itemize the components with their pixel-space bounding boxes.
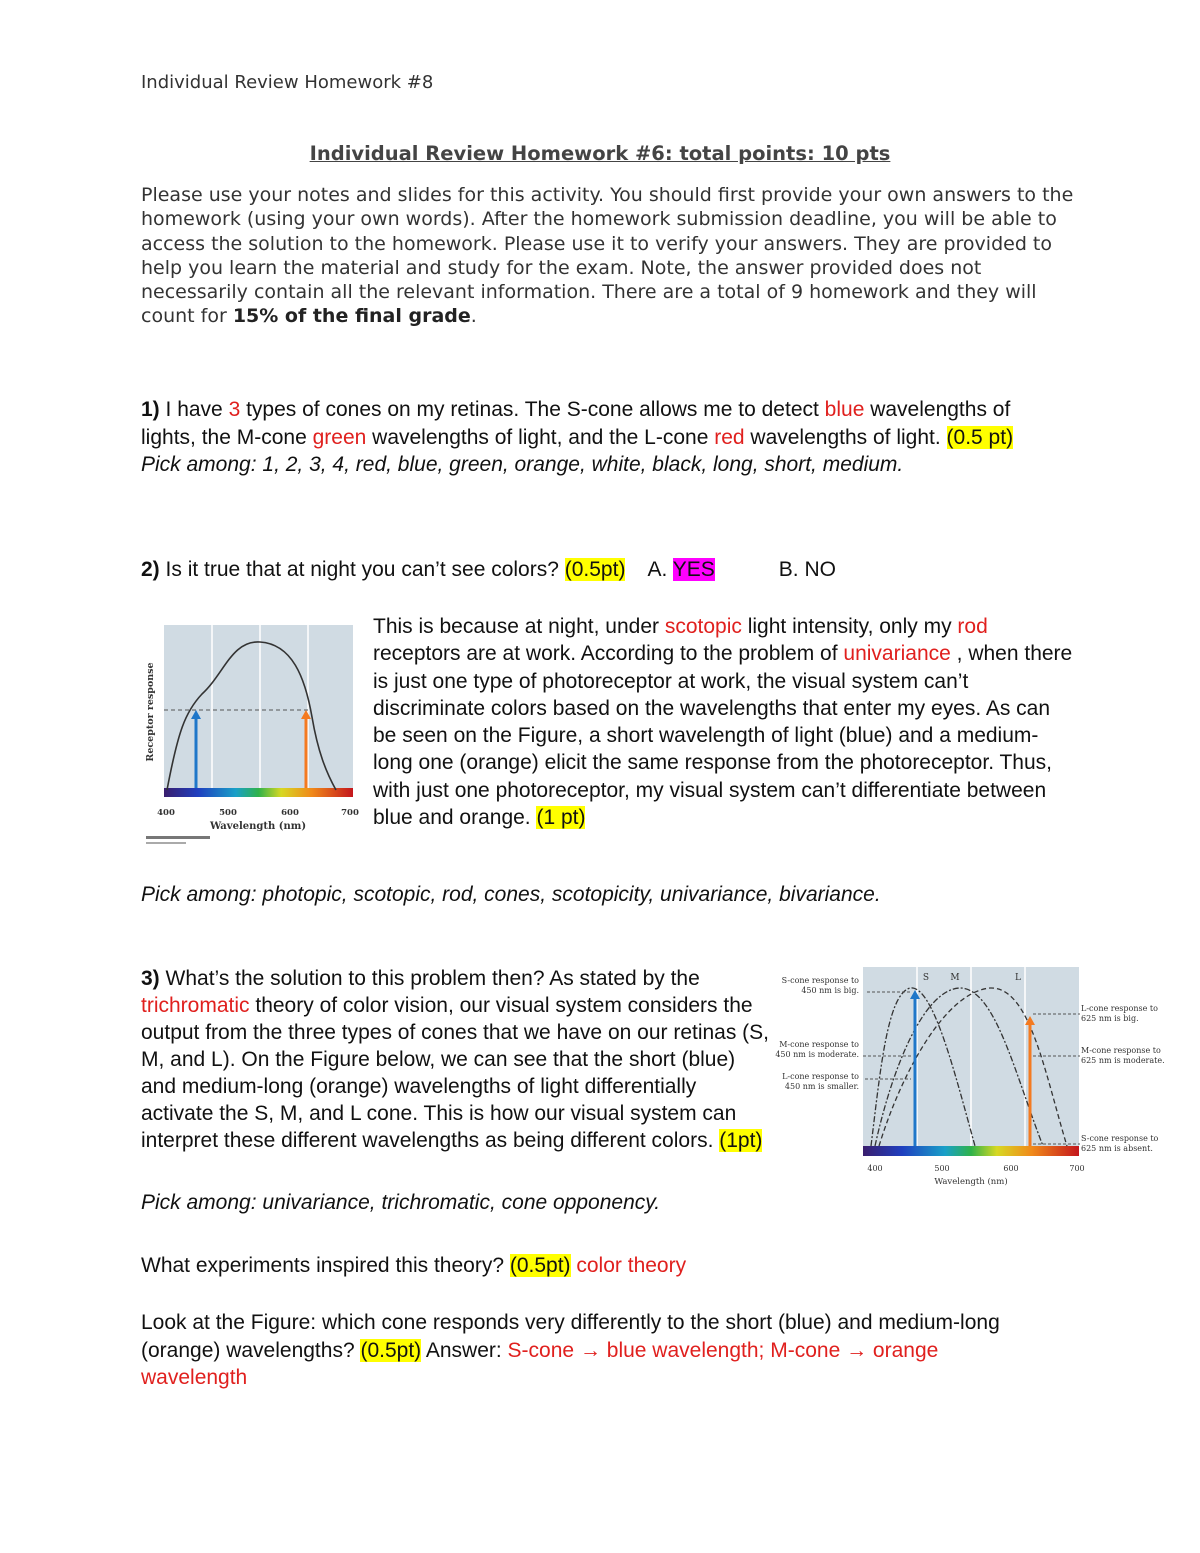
tick-label: 700 — [1069, 1164, 1085, 1173]
q1-answer-red: red — [714, 425, 745, 449]
s-curve-label: S — [922, 973, 930, 983]
q3-pick-among: Pick among: univariance, trichromatic, cone opponency. — [141, 1191, 661, 1214]
q1-text: wavelengths of light, and the L-cone — [366, 425, 715, 449]
spectrum-bar — [863, 1146, 1079, 1156]
q2-pick-among: Pick among: photopic, scotopic, rod, cones, scotopicity, univariance, bivariance. — [141, 883, 881, 906]
q2-answer-univariance: univariance — [843, 642, 951, 666]
q2-text: Is it true that at night you can’t see colors? — [159, 558, 565, 581]
q2-points-2: (1 pt) — [536, 806, 586, 830]
annotation-s-625: S-cone response to 625 nm is absent. — [1081, 1134, 1159, 1153]
x-axis-label: Wavelength (nm) — [209, 821, 307, 832]
intro-bold: 15% of the final grade — [232, 305, 471, 328]
q2-option-b: B. NO — [778, 558, 836, 581]
annotation — [1081, 1134, 1175, 1164]
q2-number: 2) — [141, 558, 160, 581]
q1-answer-number: 3 — [228, 398, 241, 421]
q3-number: 3) — [141, 967, 160, 990]
annotation-m-450: M-cone response to 450 nm is moderate. — [775, 1040, 859, 1059]
q2-answer-scotopic: scotopic — [664, 615, 742, 638]
intro-end: . — [470, 305, 477, 328]
spectrum-bar — [164, 788, 353, 797]
annotation-l-450: L-cone response to 450 nm is smaller. — [782, 1072, 859, 1091]
annotation-m-625: M-cone response to 625 nm is moderate. — [1081, 1046, 1165, 1065]
q2-explanation-text: light intensity, only my — [741, 615, 958, 638]
experiments-question — [141, 1254, 686, 1278]
look-question — [141, 1309, 1041, 1392]
look-points: (0.5pt) — [360, 1338, 422, 1362]
tick-label: 600 — [281, 808, 299, 818]
look-answer-s-cone: S-cone — [507, 1338, 575, 1362]
annotation-l-625: L-cone response to 625 nm is big. — [1081, 1004, 1158, 1023]
question-2 — [141, 558, 836, 582]
figure-credit-line — [146, 842, 186, 844]
q1-number: 1) — [141, 398, 160, 421]
q1-text: wavelengths of lights, the M-cone — [141, 398, 1011, 449]
look-answer-part2: blue wavelength; M-cone — [600, 1338, 847, 1362]
experiments-answer: color theory — [570, 1254, 687, 1277]
intro-paragraph — [141, 183, 1081, 329]
tick-label: 500 — [219, 808, 237, 818]
arrow-icon: → — [846, 1338, 868, 1362]
q3-text: theory of color vision, our visual system considers the output from the three types of cones that we have on our retinas (S, M, and L). On the Figure below, we can see that the short (blue) and medium-long (orange) wavelengths of light differentially activate the S, M, and L cone. This is how our visual system can interpret these different wavelengths as being different colors. — [141, 994, 770, 1152]
homework-title: Individual Review Homework #6: total points: 10 pts — [309, 142, 891, 165]
q1-answer-blue: blue — [824, 398, 865, 421]
tick-label: 500 — [934, 1164, 950, 1173]
q2-option-a: YES — [672, 558, 715, 581]
question-3 — [141, 965, 771, 1154]
annotation — [1081, 1046, 1175, 1076]
q2-explanation-text: receptors are at work. According to the problem of — [373, 642, 844, 666]
annotation — [775, 1072, 863, 1102]
univariance-figure — [140, 622, 365, 852]
q2-explanation-text: This is because at night, under — [373, 615, 665, 638]
tick-label: 400 — [157, 808, 175, 818]
q2-explanation — [373, 613, 1073, 831]
annotation — [775, 976, 863, 1006]
m-curve-label: M — [950, 973, 960, 983]
experiments-text: What experiments inspired this theory? — [141, 1254, 510, 1277]
tick-label: 700 — [341, 808, 359, 818]
annotation-s-450: S-cone response to 450 nm is big. — [781, 976, 859, 995]
q3-text: What’s the solution to this problem then? As stated by the — [159, 967, 700, 990]
q3-answer-trichromatic: trichromatic — [141, 994, 250, 1017]
q2-explanation-text: , when there is just one type of photoreceptor at work, the visual system can’t discriminate colors based on the wavelengths that enter my eyes. As can be seen on the Figure, a short wavelength of light (blue) and a medium-long one (orange) elicit the same response from the photoreceptor. Thus, with just one photoreceptor, my visual system can’t differentiate between blue and orange. — [373, 642, 1073, 830]
figure-credit-line — [146, 836, 210, 839]
q2-answer-rod: rod — [957, 615, 988, 638]
l-curve-label: L — [1015, 973, 1021, 983]
trichromatic-figure — [775, 964, 1175, 1192]
experiments-points: (0.5pt) — [509, 1254, 571, 1277]
q1-text: I have — [159, 398, 229, 421]
q1-text: types of cones on my retinas. The S-cone allows me to detect — [240, 398, 825, 421]
y-axis-label: Receptor response — [145, 662, 156, 762]
q2-option-a-prefix: A. — [647, 558, 673, 581]
page-header: Individual Review Homework #8 — [141, 72, 434, 93]
look-answer-label: Answer: — [421, 1338, 508, 1362]
q1-pick-among: Pick among: 1, 2, 3, 4, red, blue, green, orange, white, black, long, short, medium. — [141, 453, 904, 476]
arrow-icon: → — [579, 1338, 601, 1362]
tick-label: 600 — [1003, 1164, 1019, 1173]
q2-points: (0.5pt) — [564, 558, 626, 581]
q3-points: (1pt) — [719, 1129, 763, 1152]
annotation — [1081, 1004, 1175, 1034]
q1-answer-green: green — [312, 425, 367, 449]
q1-points: (0.5 pt) — [946, 425, 1014, 449]
tick-label: 400 — [867, 1164, 883, 1173]
look-text: Look at the Figure: which cone responds very differently to the short (blue) and medium-long (orange) wavelengths? — [141, 1311, 1000, 1362]
intro-text: Please use your notes and slides for this activity. You should first provide your own answers to the homework (using your own words). After the homework submission deadline, you will be able to access the solution to the homework. Please use it to verify your answers. They are provided to help you learn the material and study for the exam. Note, the answer provided does not necessarily contain all the relevant information. There are a total of 9 homework and they will count for — [141, 184, 1074, 328]
annotation — [775, 1040, 863, 1070]
question-1 — [141, 396, 1041, 479]
look-answer-part3: orange wavelength — [141, 1338, 939, 1389]
x-axis-label: Wavelength (nm) — [934, 1177, 1008, 1187]
q1-text: wavelengths of light. — [744, 425, 947, 449]
